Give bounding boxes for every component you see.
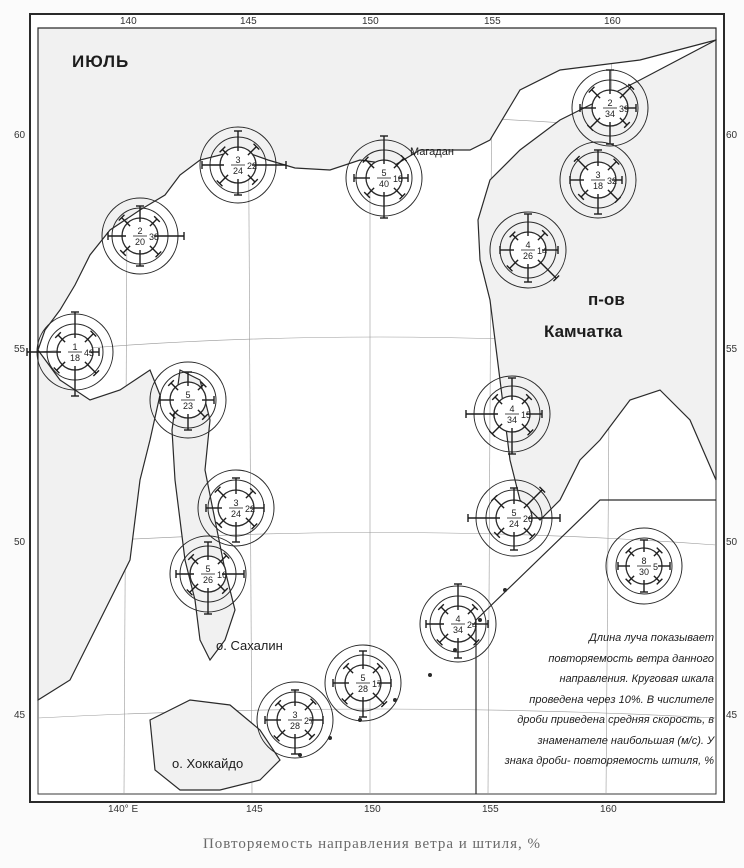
lat-tick-left-45: 45 — [14, 710, 26, 721]
wind-rose-station — [325, 645, 401, 721]
rose-calm-percent: 5 — [653, 562, 659, 572]
legend-line: Длина луча показывает — [589, 632, 714, 644]
label-sakhalin: о. Сахалин — [216, 638, 283, 653]
rose-mean-speed: 3 — [595, 170, 601, 180]
rose-mean-speed: 4 — [525, 240, 531, 250]
lat-tick-left-55: 55 — [14, 344, 26, 355]
label-hokkaido: о. Хоккайдо — [172, 756, 244, 771]
legend-line: проведена через 10%. В числителе — [529, 693, 714, 706]
rose-max-speed: 28 — [357, 684, 369, 694]
wind-rose-station — [490, 212, 566, 288]
lon-tick-bottom-3: 150 — [364, 804, 381, 815]
rose-calm-percent: 22 — [247, 161, 258, 171]
lon-tick-bottom-4: 155 — [482, 804, 499, 815]
rose-max-speed: 20 — [134, 237, 146, 247]
figure-caption: Повторяемость направления ветра и штиля, % — [202, 836, 542, 852]
lon-tick-top-3: 150 — [362, 16, 379, 27]
rose-mean-speed: 5 — [511, 508, 517, 518]
lat-tick-right-50: 50 — [726, 537, 738, 548]
rose-max-speed: 34 — [452, 625, 464, 635]
legend-line: повторяемость ветра данного — [548, 652, 714, 665]
lat-tick-left-60: 60 — [14, 130, 26, 141]
rose-mean-speed: 3 — [233, 498, 239, 508]
rose-mean-speed: 3 — [235, 155, 241, 165]
rose-max-speed: 34 — [604, 109, 616, 119]
rose-calm-percent: 39 — [619, 104, 630, 114]
lon-tick-bottom-2: 145 — [246, 804, 263, 815]
rose-max-speed: 24 — [230, 509, 242, 519]
lat-tick-right-60: 60 — [726, 130, 738, 141]
rose-mean-speed: 4 — [509, 404, 515, 414]
rose-max-speed: 26 — [522, 251, 534, 261]
rose-max-speed: 23 — [182, 401, 194, 411]
lat-tick-right-45: 45 — [726, 710, 738, 721]
rose-mean-speed: 5 — [185, 390, 191, 400]
lon-tick-bottom-5: 160 — [600, 804, 617, 815]
rose-max-speed: 24 — [508, 519, 520, 529]
rose-mean-speed: 8 — [641, 556, 647, 566]
rose-calm-percent: 15 — [521, 410, 532, 420]
rose-calm-percent: 27 — [304, 716, 315, 726]
lon-tick-top-1: 140 — [120, 16, 137, 27]
lat-tick-left-50: 50 — [14, 537, 26, 548]
legend-line: знака дроби- повторяемость штиля, % — [504, 755, 714, 767]
rose-max-speed: 34 — [506, 415, 518, 425]
map-title: ИЮЛЬ — [72, 52, 130, 71]
lon-tick-bottom-1: 140° E — [108, 804, 139, 815]
rose-mean-speed: 4 — [455, 614, 461, 624]
rose-mean-speed: 3 — [292, 710, 298, 720]
rose-max-speed: 18 — [69, 353, 81, 363]
wind-rose-station — [257, 682, 333, 758]
label-kamchatka-2: Камчатка — [544, 322, 623, 341]
lat-tick-right-55: 55 — [726, 344, 738, 355]
legend-line: знаменателе наибольшая (м/с). У — [537, 734, 714, 747]
rose-mean-speed: 5 — [360, 673, 366, 683]
legend — [476, 628, 714, 772]
wind-rose-station — [150, 362, 226, 438]
rose-calm-percent: 14 — [537, 246, 548, 256]
wind-rose-station — [606, 528, 682, 604]
rose-max-speed: 26 — [202, 575, 214, 585]
lon-tick-top-4: 155 — [484, 16, 501, 27]
rose-mean-speed: 2 — [137, 226, 143, 236]
legend-line: дроби приведена средняя скорость, в — [517, 714, 714, 726]
rose-calm-percent: 38 — [149, 232, 160, 242]
label-magadan: Магадан — [410, 146, 454, 158]
legend-line: направления. Круговая шкала — [559, 673, 714, 685]
wind-rose-station — [572, 70, 648, 146]
rose-mean-speed: 2 — [607, 98, 613, 108]
rose-max-speed: 18 — [592, 181, 604, 191]
rose-max-speed: 24 — [232, 166, 244, 176]
rose-calm-percent: 26 — [523, 514, 534, 524]
rose-max-speed: 30 — [638, 567, 650, 577]
rose-calm-percent: 18 — [393, 174, 404, 184]
rose-mean-speed: 5 — [205, 564, 211, 574]
rose-calm-percent: 24 — [467, 620, 478, 630]
lon-tick-top-2: 145 — [240, 16, 257, 27]
rose-max-speed: 28 — [289, 721, 301, 731]
lon-tick-top-5: 160 — [604, 16, 621, 27]
rose-calm-percent: 32 — [607, 176, 618, 186]
label-kamchatka-1: п-ов — [588, 290, 625, 309]
rose-mean-speed: 5 — [381, 168, 387, 178]
rose-calm-percent: 43 — [84, 348, 95, 358]
rose-calm-percent: 17 — [372, 679, 383, 689]
rose-calm-percent: 16 — [217, 570, 228, 580]
rose-calm-percent: 22 — [245, 504, 256, 514]
wind-rose-station — [198, 470, 274, 546]
rose-max-speed: 40 — [378, 179, 390, 189]
rose-mean-speed: 1 — [72, 342, 78, 352]
